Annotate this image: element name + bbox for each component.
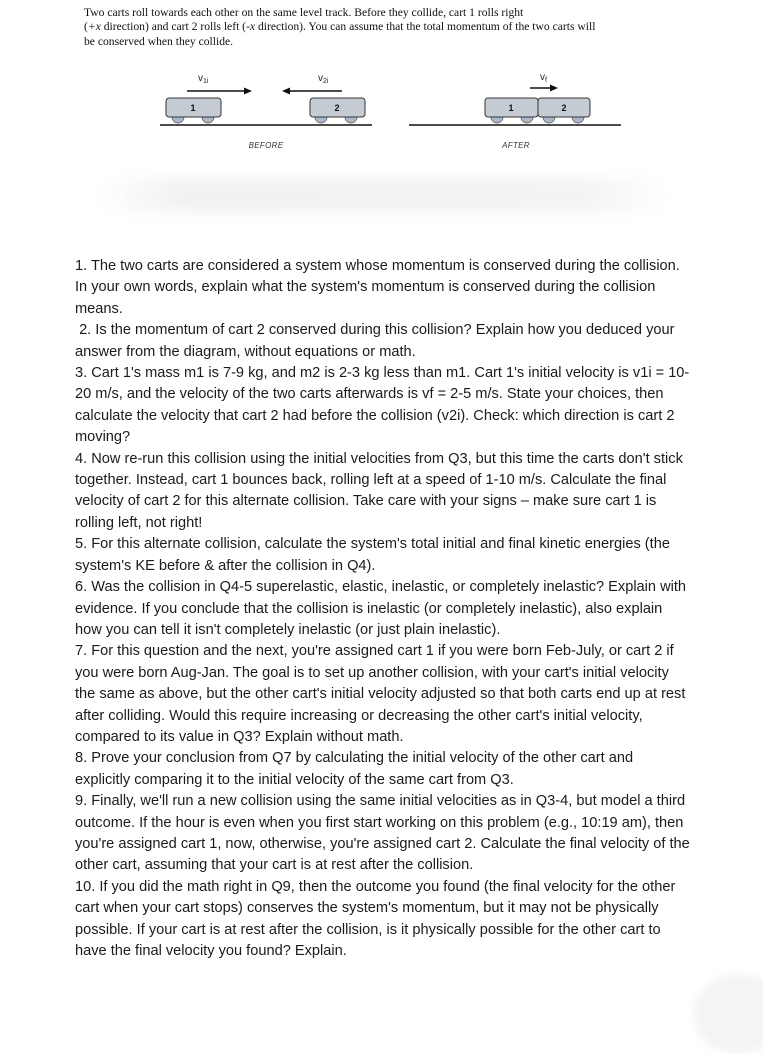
before-panel: [160, 73, 372, 150]
v1i-arrow: [187, 88, 252, 95]
redacted-area: [98, 178, 668, 212]
intro-paren-open: (: [84, 20, 88, 34]
vf-arrow: [530, 85, 558, 92]
cart-2-after: [538, 98, 590, 123]
question-7: 7. For this question and the next, you're assigned cart 1 if you were born Feb-July, or cart 2 if you were born Aug-Jan. The goal is to set up another collision, with your cart's initial velocity the same as above, but the other cart's initial velocity adjusted so that both carts end up at rest after colliding. Would this require increasing or decreasing the other cart's initial velocity, compared to its value in Q3? Explain without math.: [75, 643, 690, 745]
question-8: 8. Prove your conclusion from Q7 by calculating the initial velocity of the other cart and explicitly comparing it to the initial velocity of the same cart from Q3.: [75, 750, 638, 788]
intro-line-1: Two carts roll towards each other on the same level track. Before they collide, cart 1 rolls right: [84, 6, 524, 19]
v2i-arrow: [282, 88, 342, 95]
question-9: 9. Finally, we'll run a new collision using the same initial velocities as in Q3-4, but model a third outcome. If the hour is even when you first start working on this problem (e.g., 10:19 am), then you're assigned cart 1, now, otherwise, you're assigned cart 2. Calculate the final velocity of the other cart, assuming that your cart is at rest after the collision.: [75, 793, 694, 874]
intro-line-3: be conserved when they collide.: [84, 34, 234, 48]
problem-intro: [84, 6, 694, 49]
cart-1-before: [166, 98, 221, 123]
question-6: 6. Was the collision in Q4-5 superelastic, elastic, inelastic, or completely inelastic? Explain with evidence. If you conclude that the collision is inelastic (or completely inelastic), also explain how you can tell it isn't completely inelastic (or just plain inelastic).: [75, 579, 691, 638]
cart-1-after-label: 1: [508, 103, 514, 113]
vf-label: $v_f$: [540, 72, 547, 84]
cart-2-after-label: 2: [561, 103, 567, 113]
question-3: 3. Cart 1's mass m1 is 7-9 kg, and m2 is 2-3 kg less than m1. Cart 1's initial velocity is v1i = 10-20 m/s, and the velocity of the two carts afterwards is vf = 2-5 m/s. State your choices, then calculate the velocity that cart 2 had before the collision (v2i). Check: which direction is cart 2 moving?: [75, 365, 690, 446]
question-5: 5. For this alternate collision, calculate the system's total initial and final kinetic energies (the system's KE before & after the collision in Q4).: [75, 536, 675, 574]
v1i-label: $v_{1i}$: [198, 73, 209, 85]
cart-1-label: 1: [190, 103, 196, 113]
after-label: AFTER: [502, 141, 530, 150]
intro-plus-x: +x: [87, 20, 101, 34]
collision-diagram-svg: [0, 60, 763, 160]
intro-minus-x: -x: [246, 20, 256, 34]
question-10: 10. If you did the math right in Q9, then the outcome you found (the final velocity for the other cart when your cart stops) conserves the system's momentum, but it may not be physically possible. If your cart is at rest after the collision, is it physically possible for the other cart to have the final velocity you found? Explain.: [75, 878, 680, 959]
before-label: BEFORE: [248, 141, 284, 150]
intro-line-2-end: direction). You can assume that the total momentum of the two carts will: [255, 20, 596, 34]
question-1: 1. The two carts are considered a system whose momentum is conserved during the collision. In your own words, explain what the system's momentum is conserved during the collision means.: [75, 258, 684, 317]
cart-1-after: [485, 98, 538, 123]
cart-2-label: 2: [334, 103, 340, 113]
intro-line-2-mid: direction) and cart 2 rolls left (: [100, 20, 247, 34]
v2i-label: $v_{2i}$: [318, 73, 329, 85]
question-list: [75, 256, 694, 962]
after-panel: [409, 72, 621, 150]
cart-2-before: [310, 98, 365, 123]
collision-diagram: [0, 60, 763, 160]
question-4: 4. Now re-run this collision using the initial velocities from Q3, but this time the carts don't stick together. Instead, cart 1 bounces back, rolling left at a speed of 1-10 m/s. Calculate the final velocity of cart 2 for this alternate collision. Take care with your signs – make sure cart 1 is rolling left, not right!: [75, 450, 687, 531]
question-2: 2. Is the momentum of cart 2 conserved during this collision? Explain how you deduced your answer from the diagram, without equations or math.: [75, 322, 679, 360]
corner-artifact: [693, 974, 763, 1054]
